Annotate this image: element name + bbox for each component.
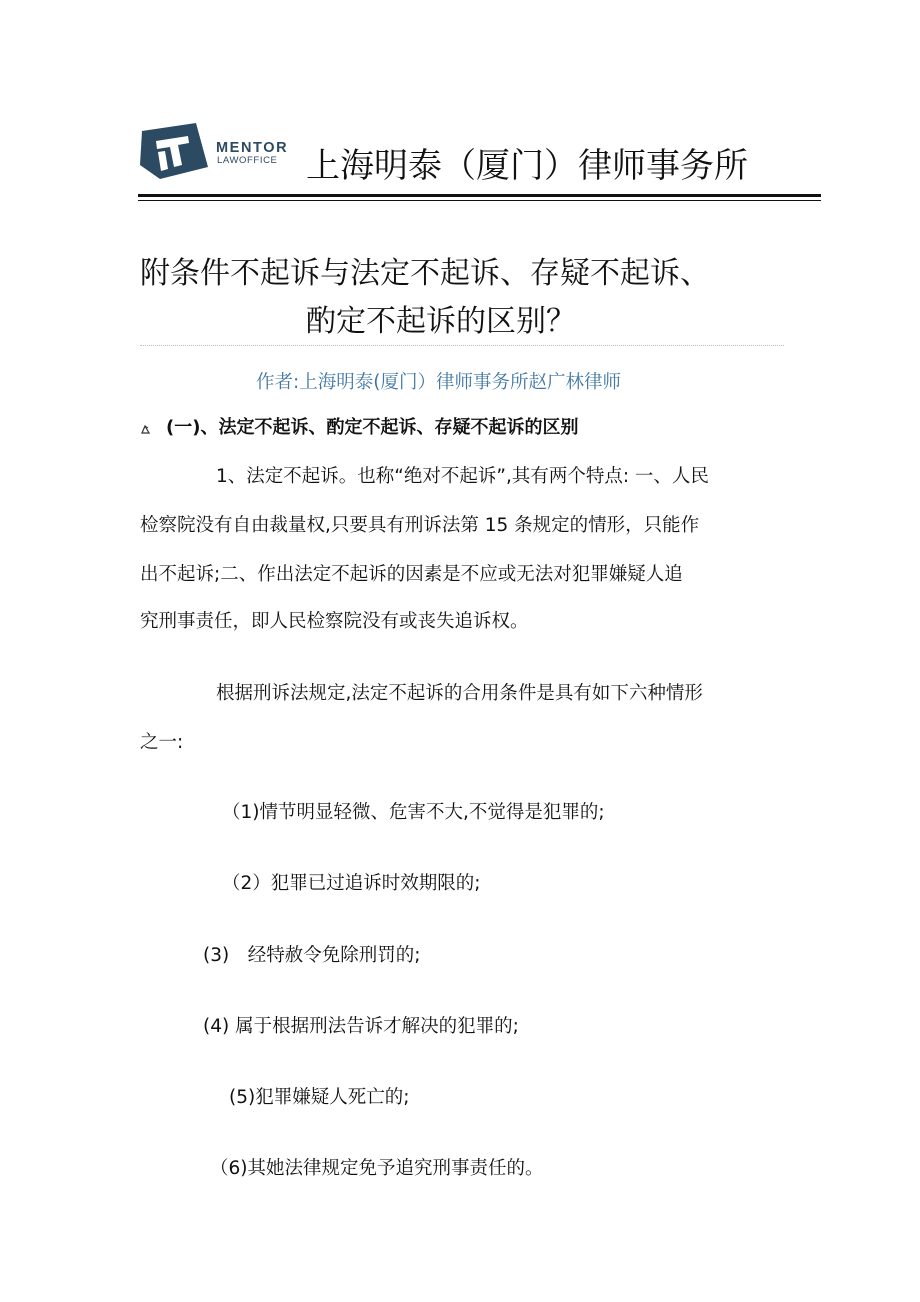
list-item: (5)犯罪嫌疑人死亡的; [229, 1087, 410, 1108]
list-item: （6)其她法律规定免予追究刑事责任的。 [210, 1158, 544, 1179]
paragraph-line: 1、法定不起诉。也称“绝对不起诉”,其有两个特点: 一、人民 [216, 466, 709, 487]
paragraph-line: 出不起诉;二、作出法定不起诉的因素是不应或无法对犯罪嫌疑人追 [140, 564, 683, 585]
paragraph-line: 之一: [140, 732, 184, 753]
paragraph-line: 根据刑诉法规定,法定不起诉的合用条件是具有如下六种情形 [216, 683, 703, 704]
mentor-logo-icon [138, 121, 210, 181]
list-item: （2）犯罪已过追诉时效期限的; [222, 873, 481, 894]
section-heading: (一)、法定不起诉、酌定不起诉、存疑不起诉的区别 [166, 417, 579, 438]
logo-wordmark: MENTOR [216, 140, 289, 156]
header-rule-thin [138, 200, 821, 201]
list-item: (4) 属于根据刑法告诉才解决的犯罪的; [203, 1016, 519, 1037]
article-title-line-2: 酌定不起诉的区别？ [306, 304, 576, 339]
list-item: （1)情节明显轻微、危害不大,不觉得是犯罪的; [222, 802, 605, 823]
header-rule-thick [138, 194, 821, 197]
outline-bullet-icon [141, 425, 150, 434]
title-divider [140, 345, 784, 346]
paragraph-line: 检察院没有自由裁量权,只要具有刑诉法第 15 条规定的情形，只能作 [140, 515, 700, 536]
firm-name: 上海明泰（厦门）律师事务所 [306, 146, 748, 186]
article-author: 作者:上海明泰(厦门）律师事务所赵广林律师 [256, 372, 621, 393]
paragraph-line: 究刑事责任，即人民检察院没有或丧失追诉权。 [140, 611, 529, 632]
article-title-line-1: 附条件不起诉与法定不起诉、存疑不起诉、 [140, 256, 710, 291]
list-item: (3) 经特赦令免除刑罚的; [203, 945, 421, 966]
logo-subtitle: LAWOFFICE [217, 155, 278, 166]
